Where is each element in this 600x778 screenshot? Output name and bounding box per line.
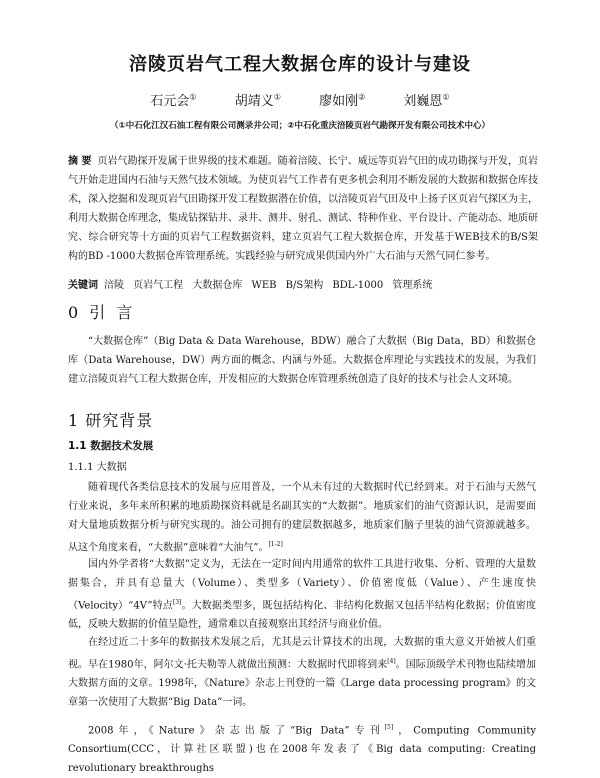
body-paragraph: 2008年，《Nature》杂志出版了“Big Data”专刊[5]，Computing Community Consortium(CCC，计算社区联盟)也在2008年发表了《Big data computing: Creating revolutionary breakthroughs: [68, 724, 536, 775]
body-paragraph: 国内外学者将“大数据”定义为，无法在一定时间内用通常的软件工具进行收集、分析、管理的大量数据集合，并具有总量大（Volume）、类型多（Variety）、价值密度低（Value）、产生速度快（Velocity）“4V”特点[3]。大数据类型多，既包括结构化、非结构化数据又包括半结构化数据；价值密度低，反映大数据的价值呈隐性，通常难以直接观察出其经济与商业价值。: [68, 559, 536, 631]
affiliation: （①中石化江汉石油工程有限公司测录井公司；②中石化重庆涪陵页岩气勘探开发有限公司技术中心）: [110, 121, 490, 131]
author: 胡靖义①: [234, 92, 281, 109]
author: 石元会①: [150, 92, 197, 109]
paper-title: 涪陵页岩气工程大数据仓库的设计与建设: [129, 54, 471, 75]
keywords: [68, 278, 538, 294]
citation: [3]: [172, 599, 182, 606]
section-heading-intro: 0 引 言: [68, 303, 136, 322]
author: 刘巍恩①: [403, 92, 450, 109]
abstract-label: 摘 要: [68, 156, 92, 167]
keywords-label: 关键词: [68, 280, 98, 291]
keywords-text: 涪陵 页岩气工程 大数据仓库 WEB B/S架构 BDL-1000 管理系统: [104, 280, 433, 291]
section-heading-background: 1 研究背景: [68, 411, 154, 430]
intro-paragraph: “大数据仓库”（Big Data & Data Warehouse，BDW）融合了大数据（Big Data，BD）和数据仓库（Data Warehouse，DW）两方面的概念、内涵与外延。大数据仓库理论与实践技术的发展，为我们建立涪陵页岩气工程大数据仓库，开发相应的大数据仓库管理系统创造了良好的技术与社会人文环境。: [68, 336, 536, 385]
citation: [4]: [387, 658, 396, 665]
citation: [1-2]: [268, 541, 283, 548]
author: 廖如刚②: [319, 92, 366, 109]
subsection-heading: 1.1 数据技术发展: [68, 440, 154, 452]
subsubsection-heading: 1.1.1 大数据: [68, 462, 127, 473]
body-paragraph: 随着现代各类信息技术的发展与应用普及，一个从未有过的大数据时代已经到来。对于石油与天然气行业来说，多年来所积累的地质勘探资料就是名副其实的“大数据”。地质家们的油气资源认识，是需要面对大量地质数据分析与研究实现的。油公司拥有的建层数据越多，地质家们脑子里装的油气资源就越多。从这个角度来看，“大数据”意味着“大油气”。[1-2]: [68, 482, 536, 554]
abstract: [68, 152, 538, 266]
author-list: [0, 90, 600, 109]
citation: [5]: [384, 724, 394, 731]
abstract-text: 页岩气勘探开发属于世界级的技术难题。随着涪陵、长宁、威远等页岩气田的成功勘探与开发，页岩气开始走进国内石油与天然气技术领域。为使页岩气工作者有更多机会利用不断发展的大数据和数据仓库技术，深入挖掘和发现页岩气田勘探开发工程数据潜在价值，以涪陵页岩气田及中上扬子区页岩气探区为主，利用大数据仓库理念，集成钻探钻井、录井、测井、射孔、测试、特种作业、平台设计、产能动态、地质研究、综合研究等十方面的页岩气工程数据资料，建立页岩气工程大数据仓库，开发基于WEB技术的B/S架构的BD -1000大数据仓库管理系统。实践经验与研究成果供国内外广大石油与天然气同仁参考。: [68, 156, 538, 262]
body-paragraph: 在经过近二十多年的数据技术发展之后，尤其是云计算技术的出现，大数据的重大意义开始被人们重视。早在1980年，阿尔文·托夫勒等人就做出预测：大数据时代即将到来[4]。国际顶级学术刊物也陆续增加大数据方面的文章。1998年，《Nature》杂志上刊登的一篇《Large data processing program》的文章第一次使用了大数据“Big Data”一词。: [68, 637, 537, 709]
